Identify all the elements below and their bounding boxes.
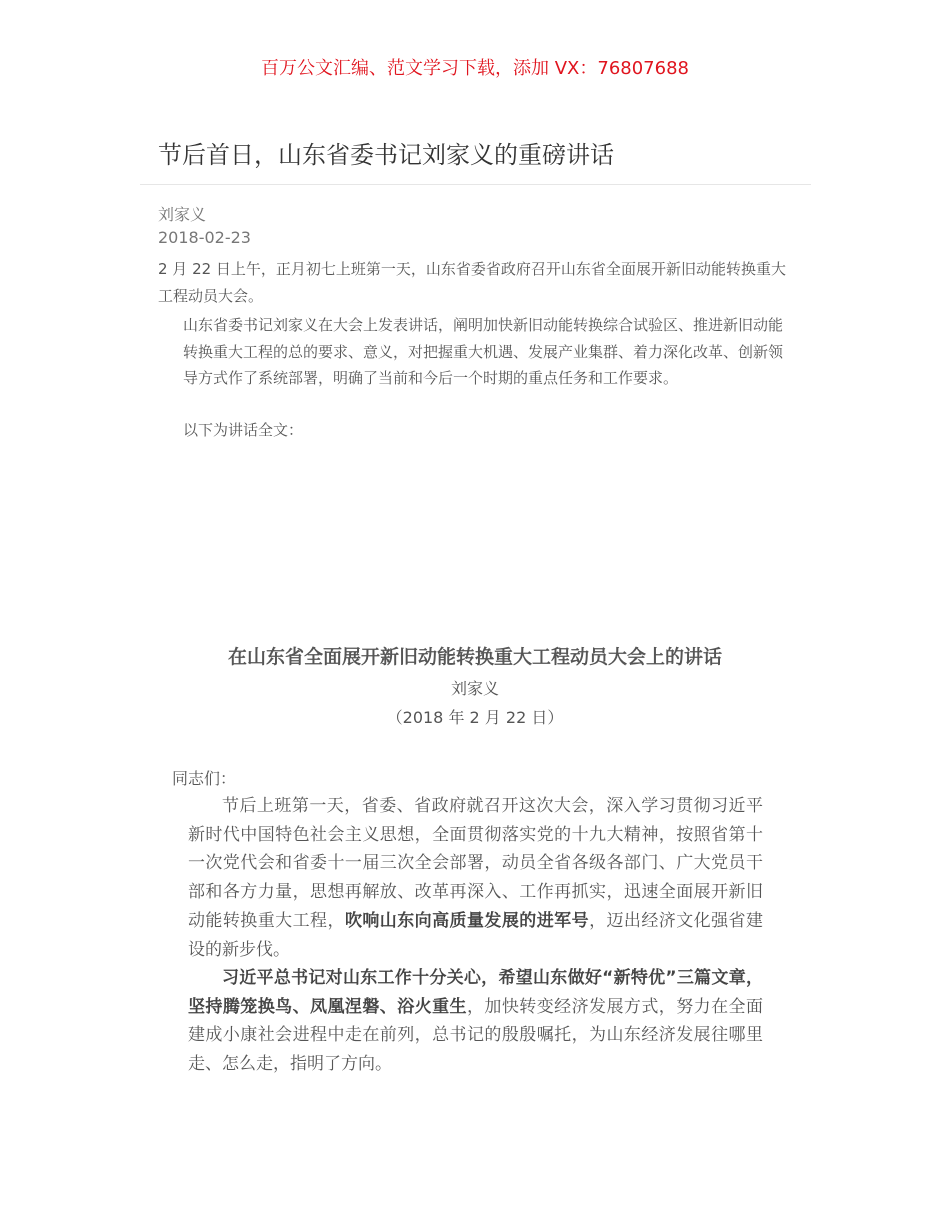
paragraph-emphasis: 习近平总书记对山东工作十分关心，希望山东做好“新特优”三篇文章，坚持腾笼换鸟、凤凰涅磐、浴火重生 bbox=[188, 968, 763, 1017]
article-title: 节后首日，山东省委书记刘家义的重磅讲话 bbox=[158, 141, 614, 169]
speech-title: 在山东省全面展开新旧动能转换重大工程动员大会上的讲话 bbox=[227, 646, 722, 668]
fulltext-label: 以下为讲话全文： bbox=[183, 421, 304, 439]
article-summary: 山东省委书记刘家义在大会上发表讲话，阐明加快新旧动能转换综合试验区、推进新旧动能转换重大工程的总的要求、意义，对把握重大机遇、发展产业集群、着力深化改革、创新领导方式作了系统部署，明确了当前和今后一个时期的重点任务和工作要求。 bbox=[183, 316, 784, 387]
speech-author: 刘家义 bbox=[450, 679, 499, 698]
promo-banner: 百万公文汇编、范文学习下载，添加 VX：76807688 bbox=[261, 58, 689, 79]
title-divider bbox=[140, 184, 811, 185]
paragraph-emphasis: 吹响山东向高质量发展的进军号 bbox=[344, 910, 590, 931]
paragraph-text: ，迈出经济文化强省建设的新步伐。 bbox=[188, 910, 763, 960]
article-intro: 2 月 22 日上午，正月初七上班第一天，山东省委省政府召开山东省全面展开新旧动能转换重大工程动员大会。 bbox=[158, 260, 786, 305]
paragraph-text: ，加快转变经济发展方式，努力在全面建成小康社会进程中走在前列，总书记的殷殷嘱托，为山东经济发展往哪里走、怎么走，指明了方向。 bbox=[188, 996, 763, 1075]
article-author: 刘家义 bbox=[158, 205, 207, 224]
speech-greeting: 同志们： bbox=[172, 769, 237, 788]
article-date: 2018-02-23 bbox=[158, 228, 251, 247]
speech-paragraph bbox=[188, 792, 763, 964]
speech-date: （2018 年 2 月 22 日） bbox=[386, 708, 564, 727]
speech-paragraph bbox=[188, 964, 763, 1079]
paragraph-text: 节后上班第一天，省委、省政府就召开这次大会，深入学习贯彻习近平新时代中国特色社会主义思想，全面贯彻落实党的十九大精神，按照省第十一次党代会和省委十一届三次全会部署，动员全省各级各部门、广大党员干部和各方力量，思想再解放、改革再深入、工作再抓实，迅速全面展开新旧动能转换重大工程， bbox=[188, 796, 763, 931]
